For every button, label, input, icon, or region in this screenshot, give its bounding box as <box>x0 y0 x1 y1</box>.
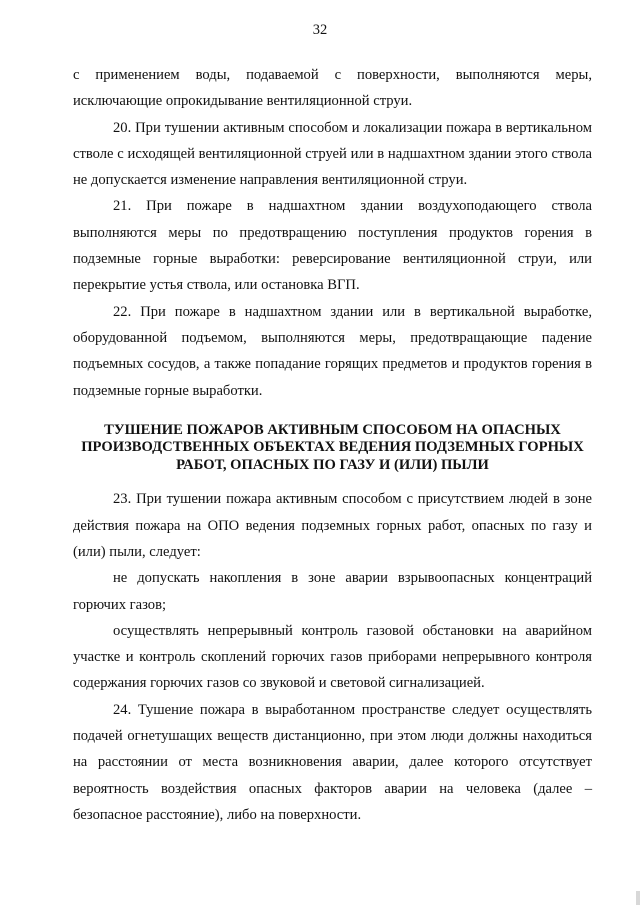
paragraph-23: 23. При тушении пожара активным способом с присутствием людей в зоне действия пожара на ОПО ведения подземных горных работ, опасных по газу и (или) пыли, следует: <box>73 491 592 560</box>
section-heading <box>73 422 592 475</box>
section-heading-line-2: ПРОИЗВОДСТВЕННЫХ ОБЪЕКТАХ ВЕДЕНИЯ ПОДЗЕМНЫХ ГОРНЫХ <box>81 439 584 456</box>
paragraph-22: 22. При пожаре в надшахтном здании или в вертикальной выработке, оборудованной подъемом, выполняются меры, предотвращающие падение подъемных сосудов, а также попадание горящих предметов и продуктов горения в подземные горные выработки. <box>73 303 592 399</box>
paragraph-23-item-1: не допускать накопления в зоне аварии взрывоопасных концентраций горючих газов; <box>73 570 592 613</box>
page-number: 32 <box>312 22 328 38</box>
document-body <box>73 62 592 828</box>
paragraph-20: 20. При тушении активным способом и локализации пожара в вертикальном стволе с исходящей вентиляционной струей или в надшахтном здании этого ствола не допускается изменение направления вентиляционной струи. <box>73 119 592 189</box>
paragraph-24: 24. Тушение пожара в выработанном пространстве следует осуществлять подачей огнетушащих веществ дистанционно, при этом люди должны находиться на расстоянии от места возникновения аварии, далее которого отсутствует вероятность воздействия опасных факторов аварии на человека (далее – безопасное расстояние), либо на поверхности. <box>73 701 592 823</box>
scan-edge-mark <box>636 891 640 905</box>
paragraph-19-continuation: с применением воды, подаваемой с поверхности, выполняются меры, исключающие опрокидывание вентиляционной струи. <box>73 67 592 110</box>
section-heading-line-1: ТУШЕНИЕ ПОЖАРОВ АКТИВНЫМ СПОСОБОМ НА ОПАСНЫХ <box>104 421 561 438</box>
paragraph-23-item-2: осуществлять непрерывный контроль газовой обстановки на аварийном участке и контроль скоплений горючих газов приборами непрерывного контроля содержания горючих газов со звуковой и световой сигнализацией. <box>73 622 592 692</box>
paragraph-21: 21. При пожаре в надшахтном здании воздухоподающего ствола выполняются меры по предотвращению поступления продуктов горения в подземные горные выработки: реверсирование вентиляционной струи, или перекрытие устья ствола, или остановка ВГП. <box>73 198 592 294</box>
section-heading-line-3: РАБОТ, ОПАСНЫХ ПО ГАЗУ И (ИЛИ) ПЫЛИ <box>176 456 489 473</box>
